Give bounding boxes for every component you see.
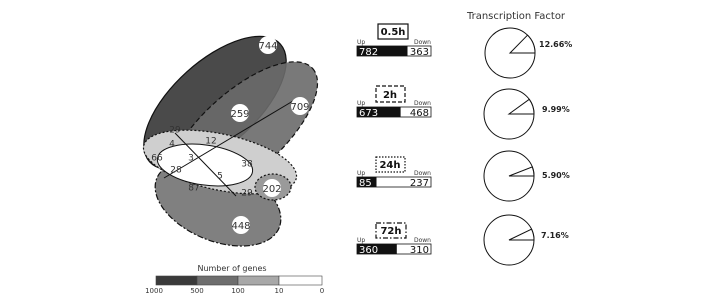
timepoint-2h [357, 86, 431, 119]
up-label: Up [357, 237, 366, 244]
tf-pie-72h [484, 215, 569, 265]
timepoint-24h [357, 157, 431, 189]
region-12: 12 [205, 136, 217, 147]
scale-tick: 100 [231, 287, 245, 295]
tf-pie-24h [484, 151, 570, 201]
down-label: Down [413, 170, 431, 177]
tf-percent: 5.90% [542, 171, 570, 180]
tf-percent: 9.99% [542, 105, 570, 114]
time-label: 2h [382, 90, 398, 101]
down-label: Down [413, 39, 431, 46]
up-label: Up [357, 39, 366, 46]
region-29-bottom: 29 [241, 188, 253, 199]
scale-swatch [279, 276, 322, 285]
scale-title: Number of genes [197, 264, 267, 273]
scale-tick: 10 [274, 287, 284, 295]
color-scale-legend [145, 264, 324, 295]
region-87: 87 [188, 183, 200, 194]
down-count: 310 [409, 245, 429, 256]
down-count: 237 [409, 178, 429, 189]
scale-swatch [156, 276, 197, 285]
region-448: 448 [231, 221, 251, 232]
down-count: 363 [409, 47, 429, 58]
region-38: 38 [241, 159, 253, 170]
region-28: 28 [170, 165, 182, 176]
timepoint-72h [357, 223, 431, 256]
venn-diagram [121, 13, 339, 263]
region-5: 5 [217, 171, 223, 182]
up-count: 782 [359, 47, 379, 58]
timepoint-0-5h [357, 24, 431, 58]
region-4: 4 [169, 139, 175, 150]
tf-percent: 12.66% [539, 40, 573, 49]
scale-swatch [238, 276, 279, 285]
time-label: 0.5h [380, 27, 406, 38]
tf-pie-0-5h [485, 28, 572, 78]
down-label: Down [413, 237, 431, 244]
scale-tick: 1000 [145, 287, 163, 295]
tf-pie-2h [484, 89, 570, 139]
scale-tick: 500 [190, 287, 204, 295]
region-709: 709 [290, 102, 310, 113]
down-count: 468 [409, 108, 429, 119]
region-202: 202 [262, 184, 282, 195]
up-count: 85 [359, 178, 372, 189]
up-count: 673 [359, 108, 379, 119]
down-label: Down [413, 100, 431, 107]
region-259: 259 [230, 109, 250, 120]
region-3: 3 [188, 153, 194, 164]
time-label: 24h [379, 160, 401, 171]
region-29-top: 29 [169, 125, 181, 136]
up-label: Up [357, 100, 366, 107]
tf-percent: 7.16% [541, 231, 569, 240]
region-744: 744 [258, 41, 278, 52]
up-count: 360 [359, 245, 379, 256]
up-label: Up [357, 170, 366, 177]
region-66: 66 [151, 153, 163, 164]
scale-swatch [197, 276, 238, 285]
scale-tick: 0 [319, 287, 325, 295]
tf-title: Transcription Factor [466, 11, 566, 22]
time-label: 72h [380, 226, 402, 237]
